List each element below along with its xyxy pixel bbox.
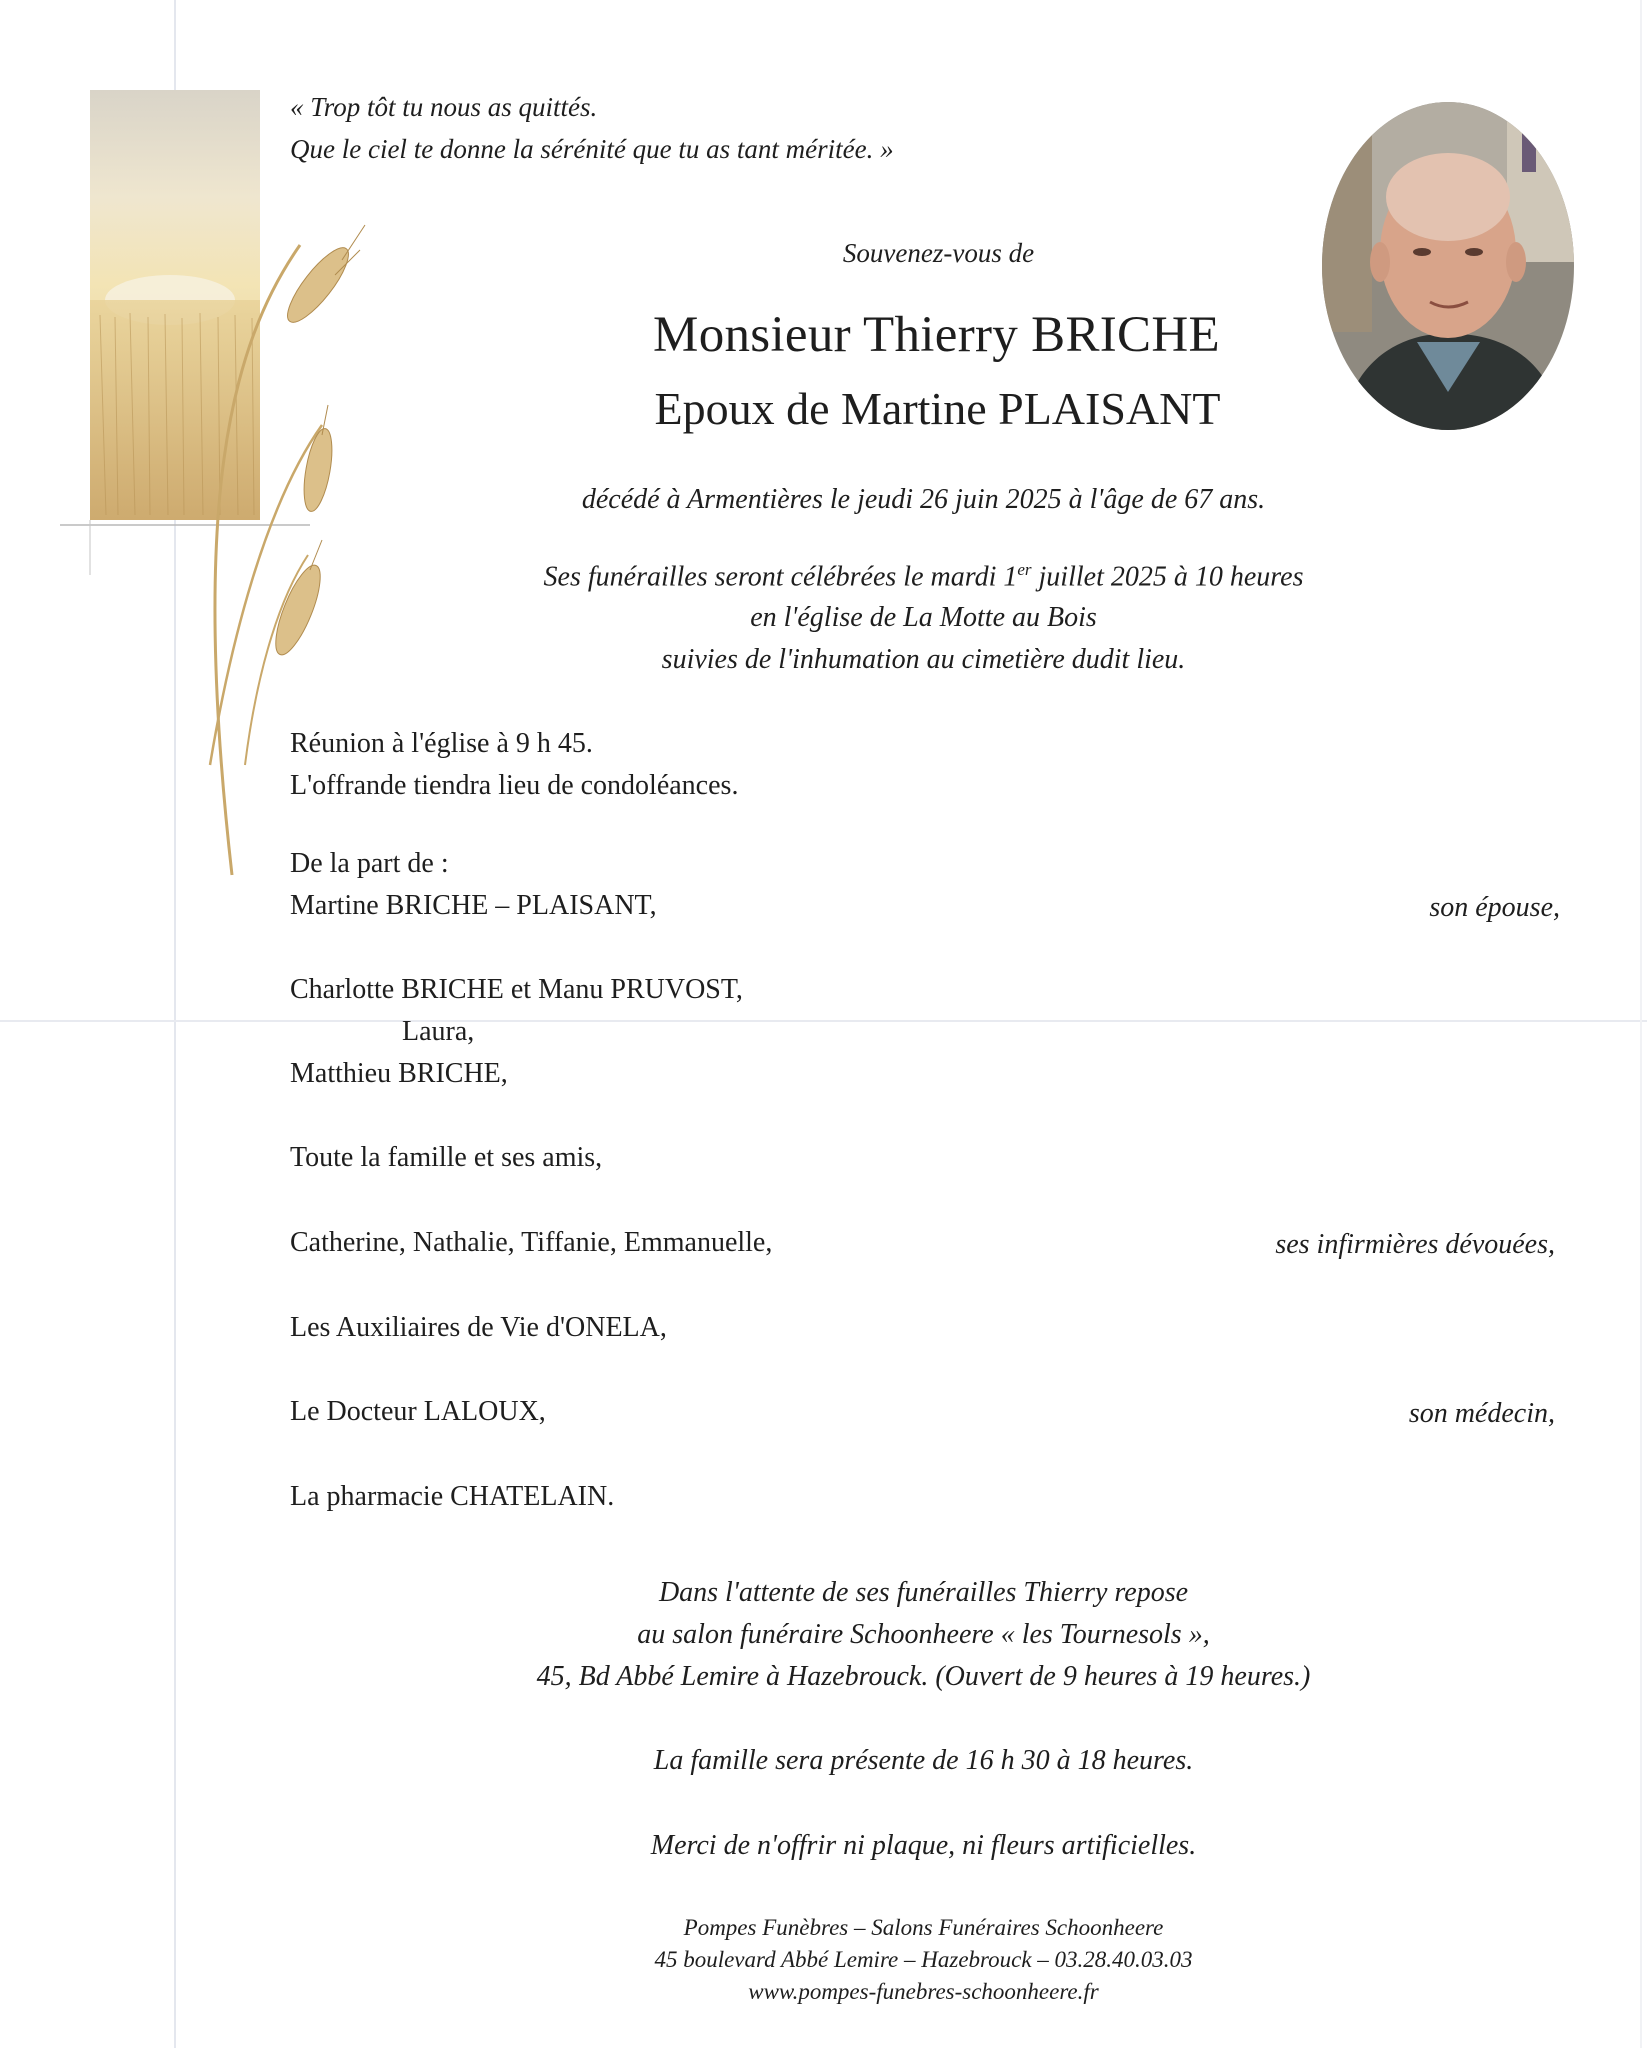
quote-line-2: Que le ciel te donne la sérénité que tu as tant méritée. »: [290, 134, 894, 164]
wake-line-1: Dans l'attente de ses funérailles Thierry repose: [658, 1577, 1189, 1608]
family-entry-name: Les Auxiliaires de Vie d'ONELA,: [290, 1312, 667, 1343]
deceased-name: Monsieur Thierry BRICHE: [653, 307, 1220, 363]
funeral-line-2: en l'église de La Motte au Bois: [750, 602, 1097, 633]
meeting-line-1: Réunion à l'église à 9 h 45.: [290, 728, 593, 759]
death-notice: décédé à Armentières le jeudi 26 juin 2025 à l'âge de 67 ans.: [581, 484, 1266, 515]
meeting-line-2: L'offrande tiendra lieu de condoléances.: [290, 770, 739, 801]
family-entry-name: Charlotte BRICHE et Manu PRUVOST,: [290, 974, 743, 1005]
wake-line-2: au salon funéraire Schoonheere « les Tournesols »,: [637, 1619, 1210, 1650]
fold-line-horizontal: [0, 1020, 1647, 1022]
family-entry-name: Matthieu BRICHE,: [290, 1058, 508, 1089]
spouse-line: Epoux de Martine PLAISANT: [654, 383, 1221, 434]
family-entry-name: La pharmacie CHATELAIN.: [290, 1481, 615, 1512]
footer-address: 45 boulevard Abbé Lemire – Hazebrouck – 03.28.40.03.03: [654, 1947, 1193, 1972]
no-plaque-request: Merci de n'offrir ni plaque, ni fleurs artificielles.: [650, 1830, 1197, 1861]
funeral-line-1-a: Ses funérailles seront célébrées le mardi 1: [543, 561, 1018, 593]
funeral-line-3: suivies de l'inhumation au cimetière dudit lieu.: [661, 644, 1186, 675]
family-entry-role: son épouse,: [1429, 892, 1560, 923]
funeral-line-1-sup: er: [1017, 560, 1032, 579]
family-entry-name: Toute la famille et ses amis,: [290, 1142, 603, 1173]
family-entry-name: Le Docteur LALOUX,: [290, 1396, 546, 1427]
family-entry-role: son médecin,: [1408, 1398, 1555, 1429]
family-entry-name: Martine BRICHE – PLAISANT,: [290, 890, 657, 921]
funeral-line-1-b: juillet 2025 à 10 heures: [1031, 561, 1304, 593]
family-presence: La famille sera présente de 16 h 30 à 18 heures.: [653, 1745, 1194, 1776]
footer-website: www.pompes-funebres-schoonheere.fr: [748, 1979, 1099, 2004]
funeral-line-1: [100, 560, 1647, 593]
quote-line-1: « Trop tôt tu nous as quittés.: [290, 92, 598, 122]
footer-company: Pompes Funèbres – Salons Funéraires Schoonheere: [683, 1915, 1164, 1940]
family-intro: De la part de :: [290, 848, 449, 879]
wake-line-3: 45, Bd Abbé Lemire à Hazebrouck. (Ouvert de 9 heures à 19 heures.): [536, 1661, 1311, 1692]
family-entry-name: Laura,: [402, 1016, 475, 1047]
remember-intro: Souvenez-vous de: [842, 238, 1035, 268]
family-entry-name: Catherine, Nathalie, Tiffanie, Emmanuelle,: [290, 1227, 773, 1258]
family-entry-role: ses infirmières dévouées,: [1275, 1229, 1555, 1260]
